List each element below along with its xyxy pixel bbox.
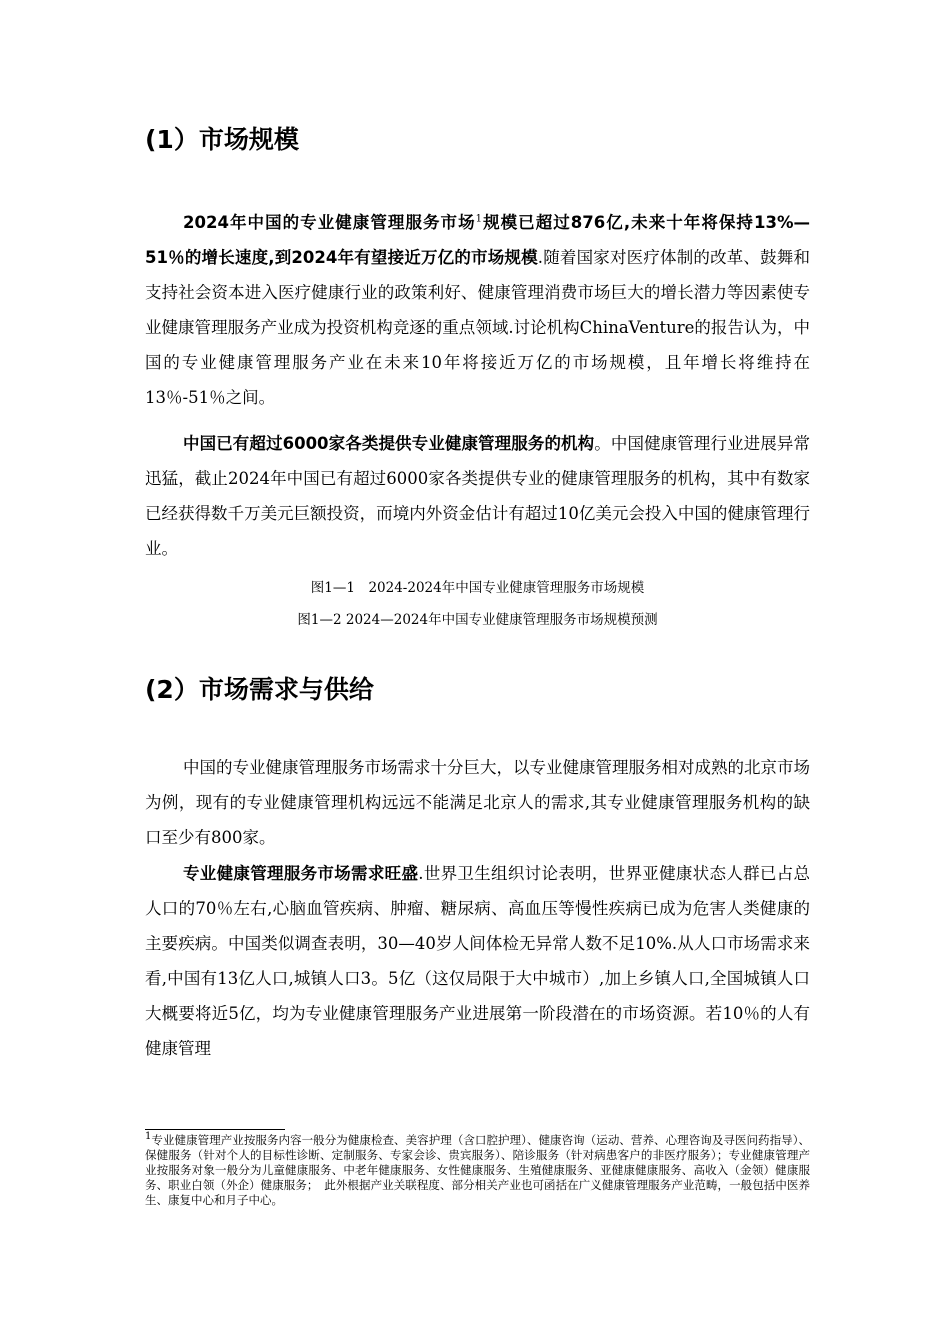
paragraph-strong-demand [145,856,810,1066]
footnote-text: 专业健康管理产业按服务内容一般分为健康检查、美容护理（含口腔护理）、健康咨询（运动、营养、心理咨询及寻医问药指导）、保健服务（针对个人的目标性诊断、定制服务、专家会诊、贵宾服务）、陪诊服务（针对病患客户的非医疗服务）；专业健康管理产业按服务对象一般分为儿童健康服务、中老年健康服务、女性健康服务、生殖健康服务、亚健康健康服务、高收入（金领）健康服务、职业白领（外企）健康服务； 此外根据产业关联程度、部分相关产业也可函括在广义健康管理服务产业范畴，一般包括中医养生、康复中心和月子中心。 [145,1133,810,1207]
footnote [145,1133,810,1208]
paragraph-body: .世界卫生组织讨论表明，世界亚健康状态人群已占总人口的70％左右,心脑血管疾病、肿瘤、糖尿病、高血压等慢性疾病已成为危害人类健康的主要疾病。中国类似调查表明，30—40岁人间体检无异常人数不足10%.从人口市场需求来看,中国有13亿人口,城镇人口3。5亿（这仅局限于大中城市）,加上乡镇人口,全国城镇人口大概要将近5亿，均为专业健康管理服务产业进展第一阶段潜在的市场资源。若10％的人有健康管理 [145,864,811,1058]
figure-caption-1-1: 图1—1 2024-2024年中国专业健康管理服务市场规模 [310,580,645,596]
footnote-marker: 1 [145,1131,152,1143]
paragraph-body: 。中国健康管理行业进展异常迅猛，截止2024年中国已有超过6000家各类提供专业的健康管理服务的机构，其中有数家已经获得数千万美元巨额投资，而境内外资金估计有超过10亿美元会投入中国的健康管理行业。 [145,434,810,558]
paragraph-body: .随着国家对医疗体制的改革、鼓舞和支持社会资本进入医疗健康行业的政策利好、健康管理消费市场巨大的增长潜力等因素使专业健康管理服务产业成为投资机构竞逐的重点领域.讨论机构ChinaVenture的报告认为，中国的专业健康管理服务产业在未来10年将接近万亿的市场规模，且年增长将维持在13％-51％之间。 [145,248,810,407]
bold-lead: 中国已有超过6000家各类提供专业健康管理服务的机构 [183,434,595,453]
section-heading-demand-supply: (2）市场需求与供给 [145,675,374,704]
footnote-ref[interactable]: 1 [475,213,483,225]
bold-lead-b: 规模已超过876亿,未来十年将保持13%—51％的增长速度,到2024年有望接近万亿的市场规模 [145,213,810,267]
section-heading-market-size: (1）市场规模 [145,125,299,154]
footnote-divider [145,1129,285,1130]
bold-lead-a: 2024年中国的专业健康管理服务市场 [183,213,476,232]
bold-lead: 专业健康管理服务市场需求旺盛 [183,864,419,883]
paragraph-market-size [145,205,810,415]
figure-caption-1-2: 图1—2 2024—2024年中国专业健康管理服务市场规模预测 [297,612,658,628]
paragraph-beijing-demand: 中国的专业健康管理服务市场需求十分巨大，以专业健康管理服务相对成熟的北京市场为例，现有的专业健康管理机构远远不能满足北京人的需求,其专业健康管理服务机构的缺口至少有800家。 [145,758,810,847]
paragraph-institutions [145,426,810,566]
